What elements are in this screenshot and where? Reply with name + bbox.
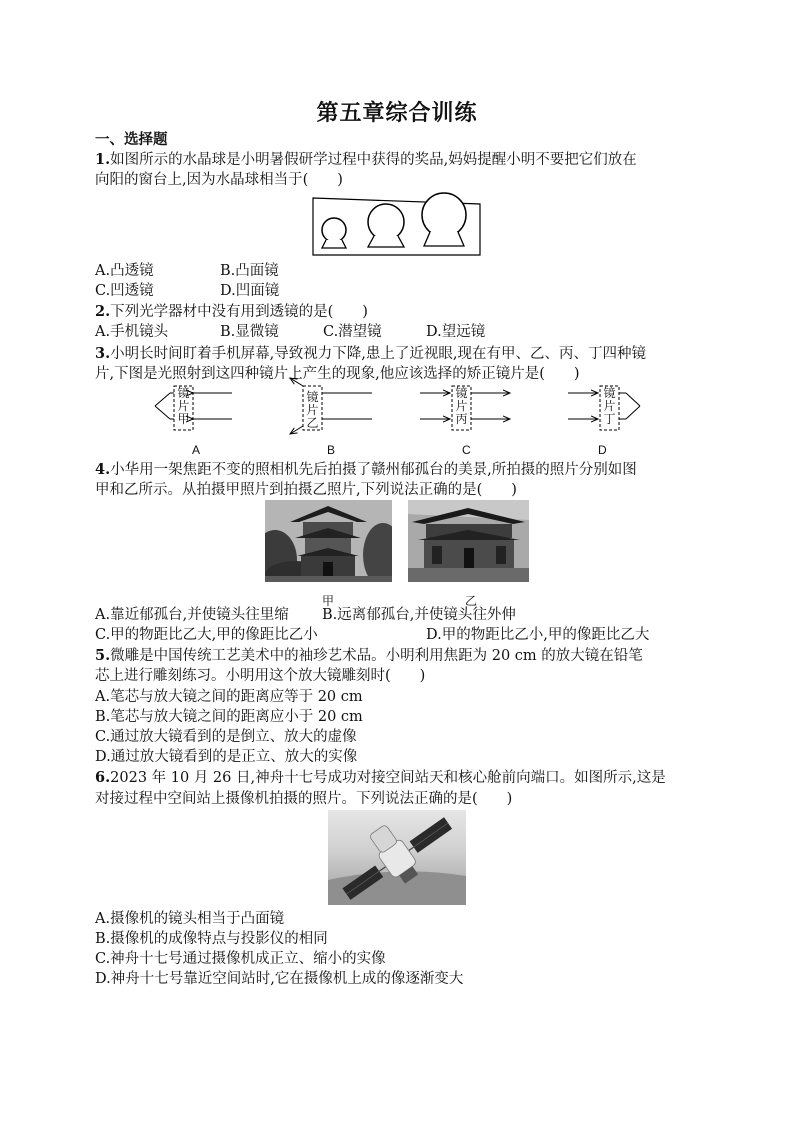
q6-option-c[interactable]: C.神舟十七号通过摄像机成正立、缩小的实像 [95, 951, 386, 967]
q5-option-b[interactable]: B.笔芯与放大镜之间的距离应小于 20 cm [95, 709, 363, 725]
question-4-line-2: 甲和乙所示。从拍摄甲照片到拍摄乙照片,下列说法正确的是( ) [95, 482, 517, 498]
caption-yi: 乙 [465, 594, 478, 608]
q5-option-c[interactable]: C.通过放大镜看到的是倒立、放大的虚像 [95, 729, 357, 745]
page-title: 第五章综合训练 [316, 100, 478, 126]
q4-option-c[interactable]: C.甲的物距比乙大,甲的像距比乙小 [95, 627, 318, 643]
q2-option-a[interactable]: A.手机镜头 [95, 324, 169, 340]
photo-yi [408, 500, 529, 582]
spacecraft-photo [328, 810, 466, 905]
question-1-line-1: 1.如图所示的水晶球是小明暑假研学过程中获得的奖品,妈妈提醒小明不要把它们放在 [95, 151, 637, 168]
q4-option-a[interactable]: A.靠近郁孤台,并使镜头往里缩 [95, 607, 289, 623]
q1-option-d[interactable]: D.凹面镜 [220, 283, 280, 299]
lens-a-label: 镜 片 甲 [177, 386, 190, 426]
lens-diagram [150, 384, 650, 456]
question-6-line-1: 6.2023 年 10 月 26 日,神舟十七号成功对接空间站天和核心舱前向端口。如图所示,这是 [95, 769, 666, 786]
lens-b-letter[interactable]: B [327, 443, 336, 457]
question-1-line-2: 向阳的窗台上,因为水晶球相当于( ) [95, 172, 343, 188]
q1-option-b[interactable]: B.凸面镜 [220, 263, 279, 279]
section-heading: 一、选择题 [95, 131, 168, 148]
lens-a-figure [155, 386, 232, 430]
question-3-line-1: 3.小明长时间盯着手机屏幕,导致视力下降,患上了近视眼,现在有甲、乙、丙、丁四种镜 [95, 345, 646, 362]
lens-c-letter[interactable]: C [462, 443, 471, 457]
q6-option-a[interactable]: A.摄像机的镜头相当于凸面镜 [95, 911, 285, 927]
q1-option-c[interactable]: C.凹透镜 [95, 283, 154, 299]
q2-option-d[interactable]: D.望远镜 [426, 324, 486, 340]
lens-c-label: 镜 片 丙 [455, 386, 468, 426]
q4-option-d[interactable]: D.甲的物距比乙小,甲的像距比乙大 [426, 627, 650, 643]
lens-d-label: 镜 片 丁 [603, 386, 616, 426]
question-3-line-2: 片,下图是光照射到这四种镜片上产生的现象,他应该选择的矫正镜片是( ) [95, 366, 580, 382]
q2-option-c[interactable]: C.潜望镜 [323, 324, 382, 340]
q1-option-a[interactable]: A.凸透镜 [95, 263, 154, 279]
photo-jia [265, 500, 392, 582]
question-5-line-2: 芯上进行雕刻练习。小明用这个放大镜雕刻时( ) [95, 668, 426, 684]
q6-option-d[interactable]: D.神舟十七号靠近空间站时,它在摄像机上成的像逐渐变大 [95, 971, 464, 987]
question-6-line-2: 对接过程中空间站上摄像机拍摄的照片。下列说法正确的是( ) [95, 791, 513, 807]
caption-jia: 甲 [322, 594, 335, 608]
lens-d-letter[interactable]: D [598, 443, 607, 457]
q4-option-b[interactable]: B.远离郁孤台,并使镜头往外伸 [322, 607, 516, 623]
question-5-line-1: 5.微雕是中国传统工艺美术中的袖珍艺术品。小明利用焦距为 20 cm 的放大镜在铅笔 [95, 647, 643, 664]
question-4-line-1: 4.小华用一架焦距不变的照相机先后拍摄了赣州郁孤台的美景,所拍摄的照片分别如图 [95, 461, 637, 478]
lens-a-letter[interactable]: A [192, 443, 201, 457]
lens-b-label: 镜 片 乙 [306, 390, 319, 430]
q6-option-b[interactable]: B.摄像机的成像特点与投影仪的相同 [95, 931, 328, 947]
q2-option-b[interactable]: B.显微镜 [220, 324, 279, 340]
q5-option-a[interactable]: A.笔芯与放大镜之间的距离应等于 20 cm [95, 689, 363, 705]
crystal-ball-figure [312, 190, 482, 256]
q5-option-d[interactable]: D.通过放大镜看到的是正立、放大的实像 [95, 749, 358, 765]
question-2-line-1: 2.下列光学器材中没有用到透镜的是( ) [95, 303, 368, 320]
